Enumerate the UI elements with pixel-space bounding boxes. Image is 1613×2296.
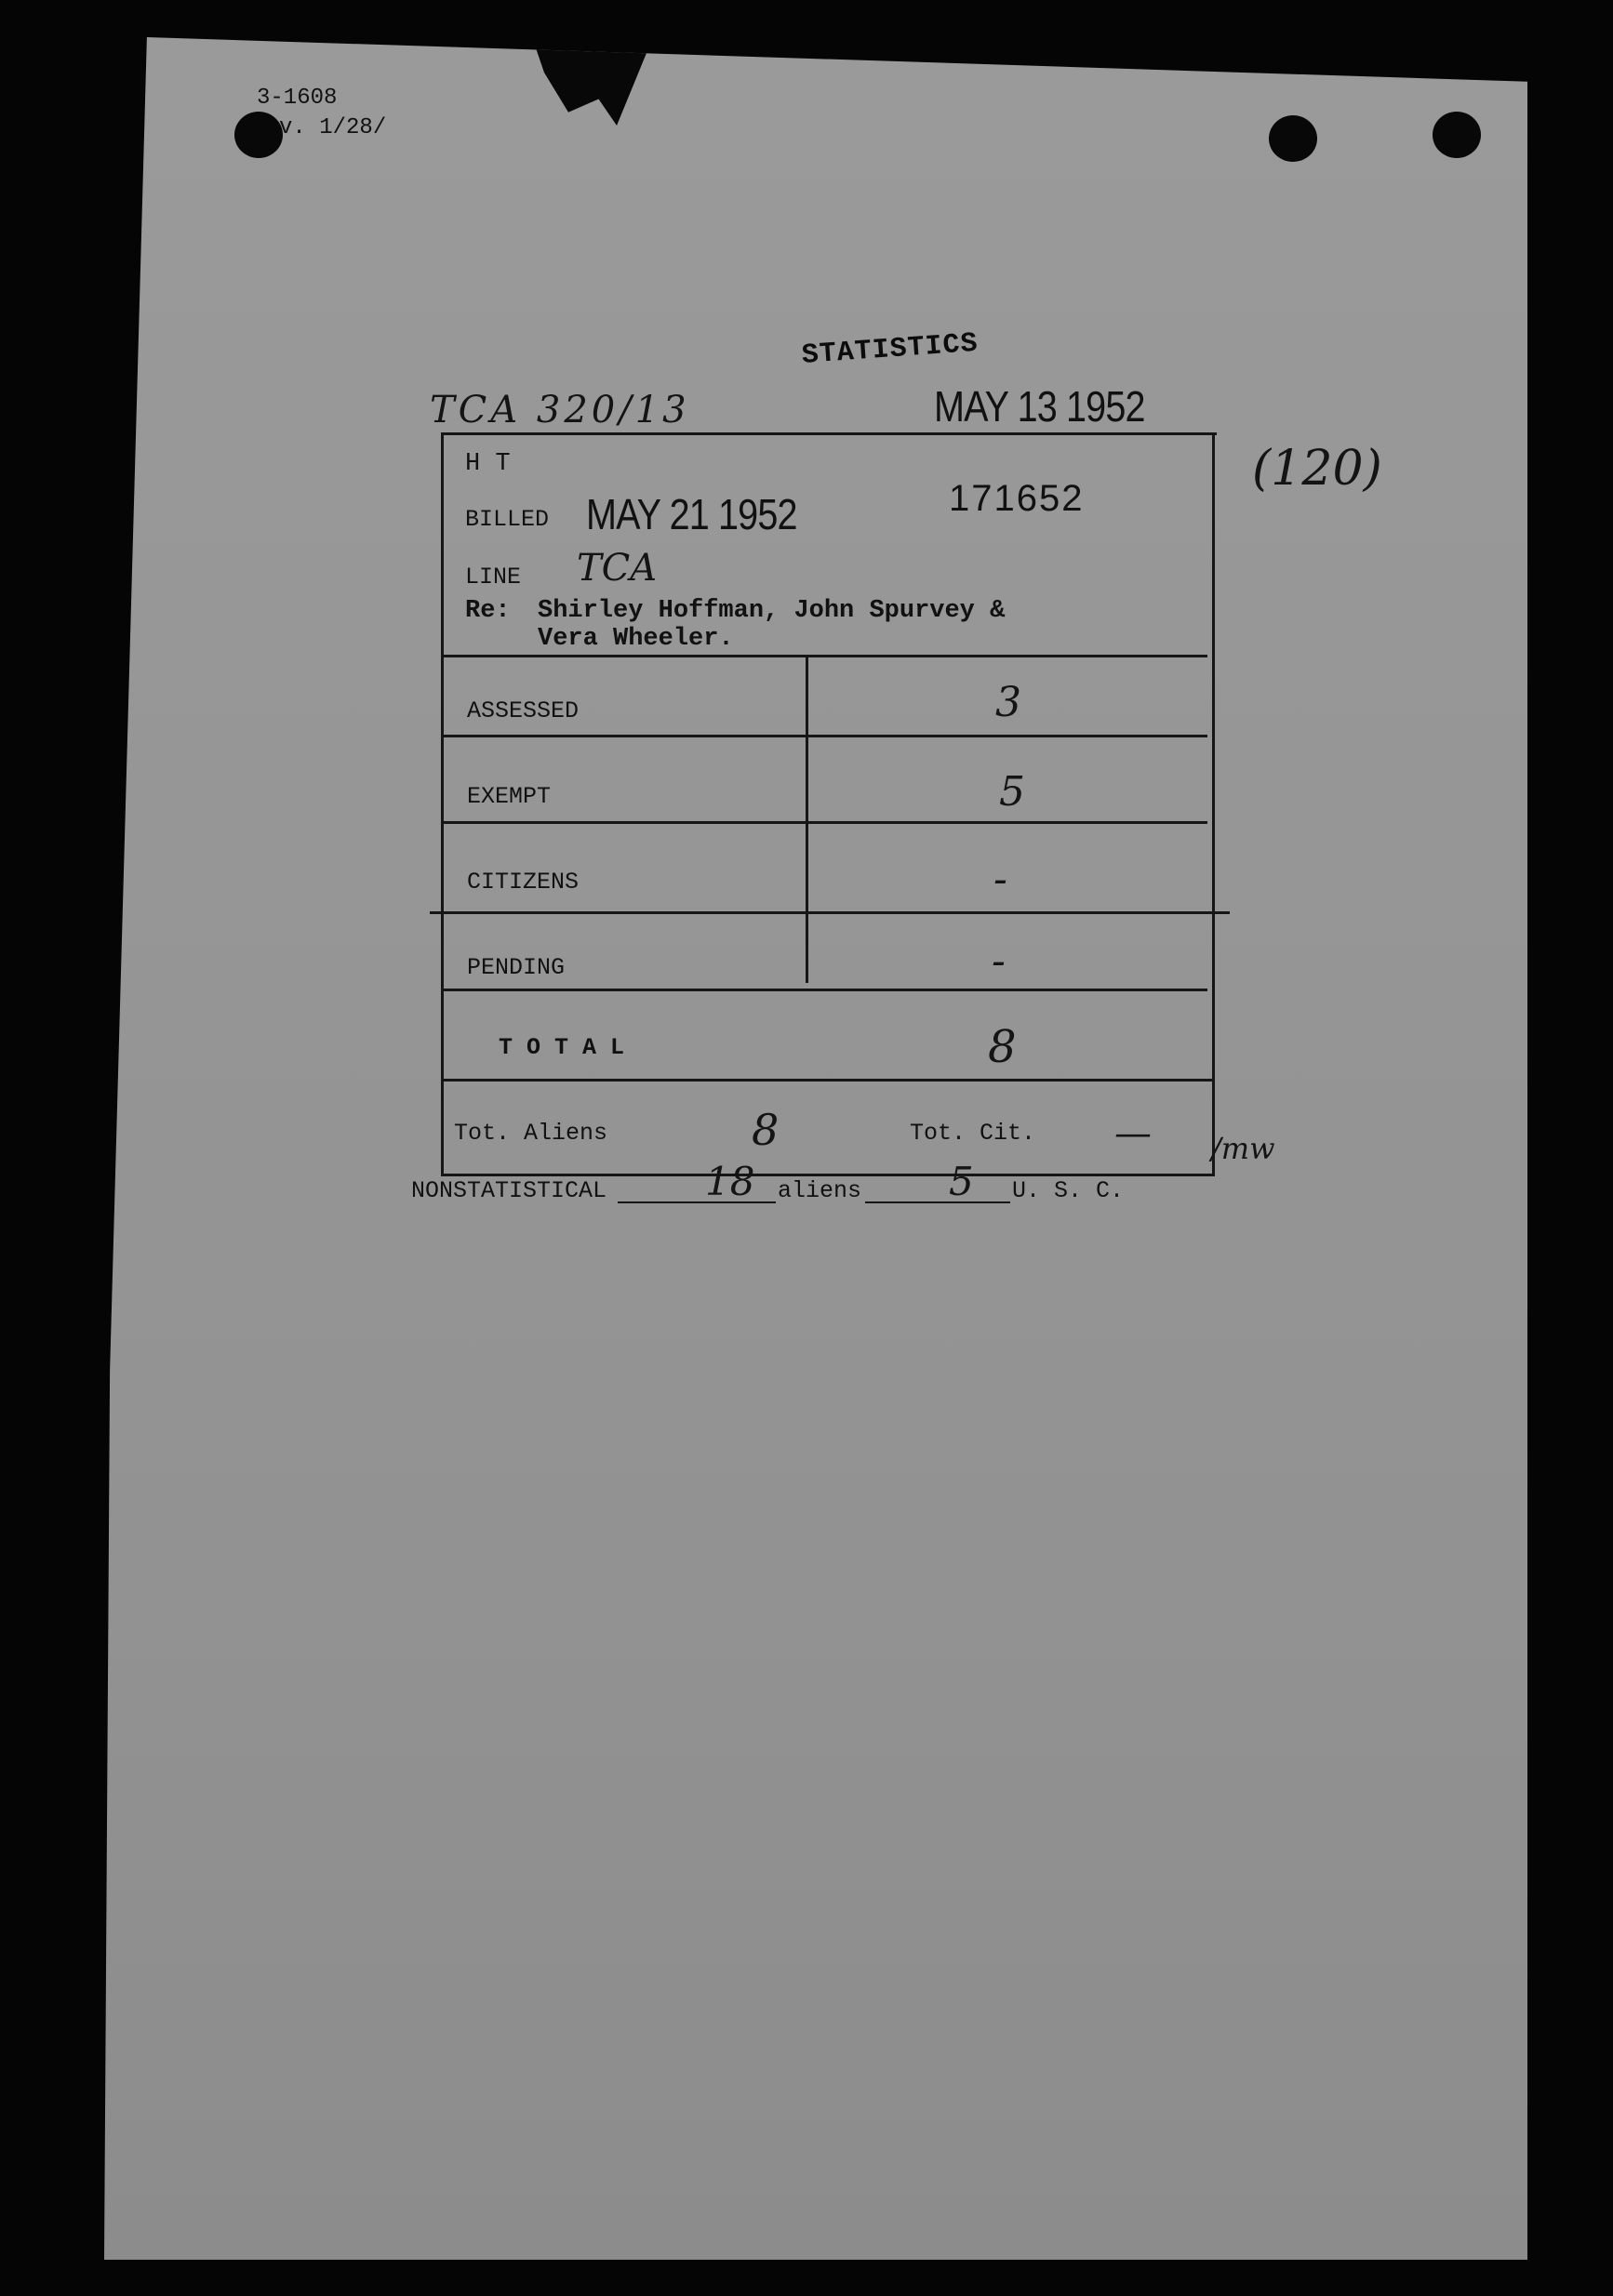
total-value: 8 bbox=[988, 1021, 1017, 1073]
row-value-exempt: 5 bbox=[999, 768, 1025, 816]
row-divider bbox=[430, 911, 1230, 914]
line-label: LINE bbox=[465, 564, 522, 591]
line-value: TCA bbox=[577, 547, 658, 590]
row-label-citizens: CITIZENS bbox=[467, 869, 580, 896]
tot-aliens-label: Tot. Aliens bbox=[454, 1120, 608, 1147]
re-text-line-1: Shirley Hoffman, John Spurvey & bbox=[538, 597, 1006, 625]
nonstatistical-usc-value: 5 bbox=[949, 1159, 974, 1204]
statistics-stamp: STATISTICS bbox=[800, 327, 980, 372]
row-divider bbox=[441, 1079, 1213, 1082]
row-label-exempt: EXEMPT bbox=[467, 783, 552, 810]
margin-count: (120) bbox=[1252, 441, 1382, 497]
billed-label: BILLED bbox=[465, 506, 550, 533]
re-text-line-2: Vera Wheeler. bbox=[538, 625, 734, 653]
box-left-border bbox=[441, 432, 444, 1176]
box-bottom-border bbox=[441, 1174, 1215, 1176]
aliens-label: aliens bbox=[778, 1177, 862, 1204]
row-divider bbox=[441, 735, 1207, 737]
row-value-citizens: - bbox=[993, 856, 1007, 903]
row-divider bbox=[441, 989, 1207, 991]
nonstatistical-label: NONSTATISTICAL bbox=[411, 1177, 607, 1204]
row-divider bbox=[441, 821, 1207, 824]
punch-hole bbox=[234, 112, 283, 158]
nonstatistical-aliens-value: 18 bbox=[705, 1159, 755, 1204]
form-revision: v. 1/28/ bbox=[279, 115, 387, 140]
total-label: T O T A L bbox=[499, 1034, 625, 1061]
punch-hole bbox=[1433, 112, 1481, 158]
torn-corner bbox=[532, 37, 653, 126]
row-value-pending: - bbox=[992, 937, 1006, 985]
billed-date-stamp: MAY 21 1952 bbox=[586, 490, 797, 538]
box-right-border bbox=[1212, 432, 1215, 1176]
row-value-assessed: 3 bbox=[995, 679, 1021, 726]
row-label-assessed: ASSESSED bbox=[467, 697, 580, 724]
tot-aliens-value: 8 bbox=[752, 1105, 780, 1155]
received-date-stamp: MAY 13 1952 bbox=[934, 382, 1145, 431]
ht-label: H T bbox=[465, 450, 511, 478]
usc-label: U. S. C. bbox=[1012, 1177, 1125, 1204]
tot-cit-label: Tot. Cit. bbox=[910, 1120, 1036, 1147]
usc-underline bbox=[865, 1201, 1010, 1203]
header-divider bbox=[441, 655, 1207, 657]
row-label-pending: PENDING bbox=[467, 954, 566, 981]
file-reference: TCA 320/13 bbox=[430, 389, 690, 431]
column-divider bbox=[806, 657, 808, 983]
initials: /mw bbox=[1211, 1131, 1275, 1166]
re-label: Re: bbox=[465, 597, 511, 625]
punch-hole bbox=[1269, 115, 1317, 162]
box-top-border bbox=[441, 432, 1217, 435]
form-number: 3-1608 bbox=[257, 86, 338, 111]
tot-cit-value: — bbox=[1114, 1112, 1152, 1155]
serial-number-stamp: 171652 bbox=[949, 478, 1085, 519]
